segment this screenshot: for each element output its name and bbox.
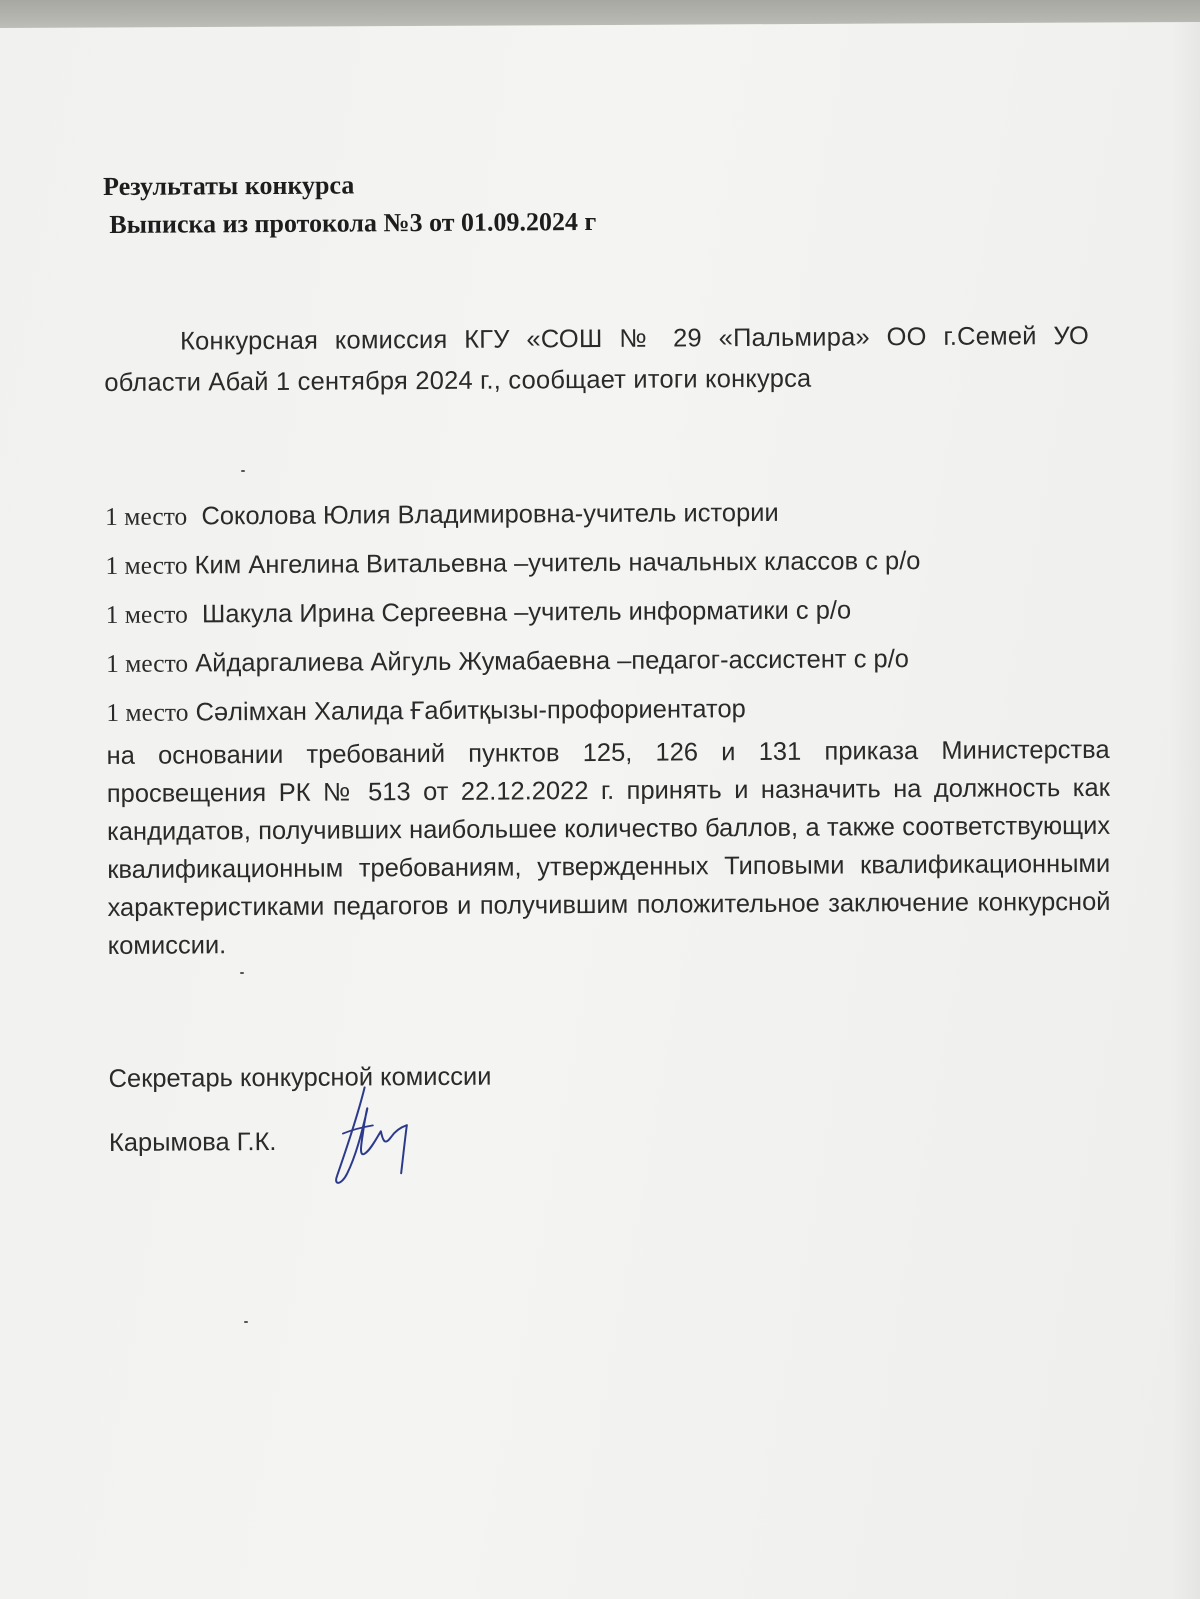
place-item — [106, 584, 1136, 639]
place-text: Сәлімхан Халида Ғабитқызы-профориентатор — [195, 695, 746, 727]
handwritten-signature — [319, 1081, 420, 1202]
basis-paragraph: на основании требований пунктов 125, 126 и 131 приказа Министерства просвещения РК № 513 от 22.12.2022 г. принять и назначить на должность как кандидатов, получивших наибольшее количество баллов, а также соответствующих квалификационным требованиям, утвержденных Типовыми квалификационными характеристиками педагогов и получившим положительное заключение конкурсной комиссии. — [106, 735, 1111, 960]
place-text: Ким Ангелина Витальевна –учитель начальных классов с р/о — [194, 547, 921, 580]
document-subtitle: Выписка из протокола №3 от 01.09.2024 г — [109, 206, 597, 239]
place-label: 1 место — [105, 501, 188, 531]
document-content — [103, 162, 1139, 1203]
place-item — [106, 633, 1136, 688]
place-text: Соколова Юлия Владимировна-учитель истории — [201, 498, 779, 531]
place-item — [106, 682, 1136, 737]
intro-paragraph: Конкурсная комиссия КГУ «СОШ № 29 «Пальмира» ОО г.Семей УО области Абай 1 сентября 2024 г., сообщает итоги конкурса — [104, 321, 1090, 397]
place-text: Айдаргалиева Айгуль Жумабаевна –педагог-ассистент с р/о — [195, 645, 910, 678]
ink-speck — [244, 1321, 248, 1323]
place-item — [105, 535, 1135, 590]
secretary-name: Карымова Г.К. — [108, 1127, 277, 1157]
place-label: 1 место — [105, 550, 188, 580]
place-label: 1 место — [105, 648, 189, 678]
signer-block — [109, 1117, 1139, 1203]
document-title: Результаты конкурса — [103, 170, 355, 201]
place-item — [105, 486, 1135, 541]
place-label: 1 место — [106, 697, 189, 727]
secretary-label: Секретарь конкурсной комиссии — [108, 1062, 492, 1093]
places-list — [105, 486, 1136, 737]
place-text: Шакула Ирина Сергеевна –учитель информатики с р/о — [201, 596, 852, 629]
place-label: 1 место — [105, 599, 188, 629]
